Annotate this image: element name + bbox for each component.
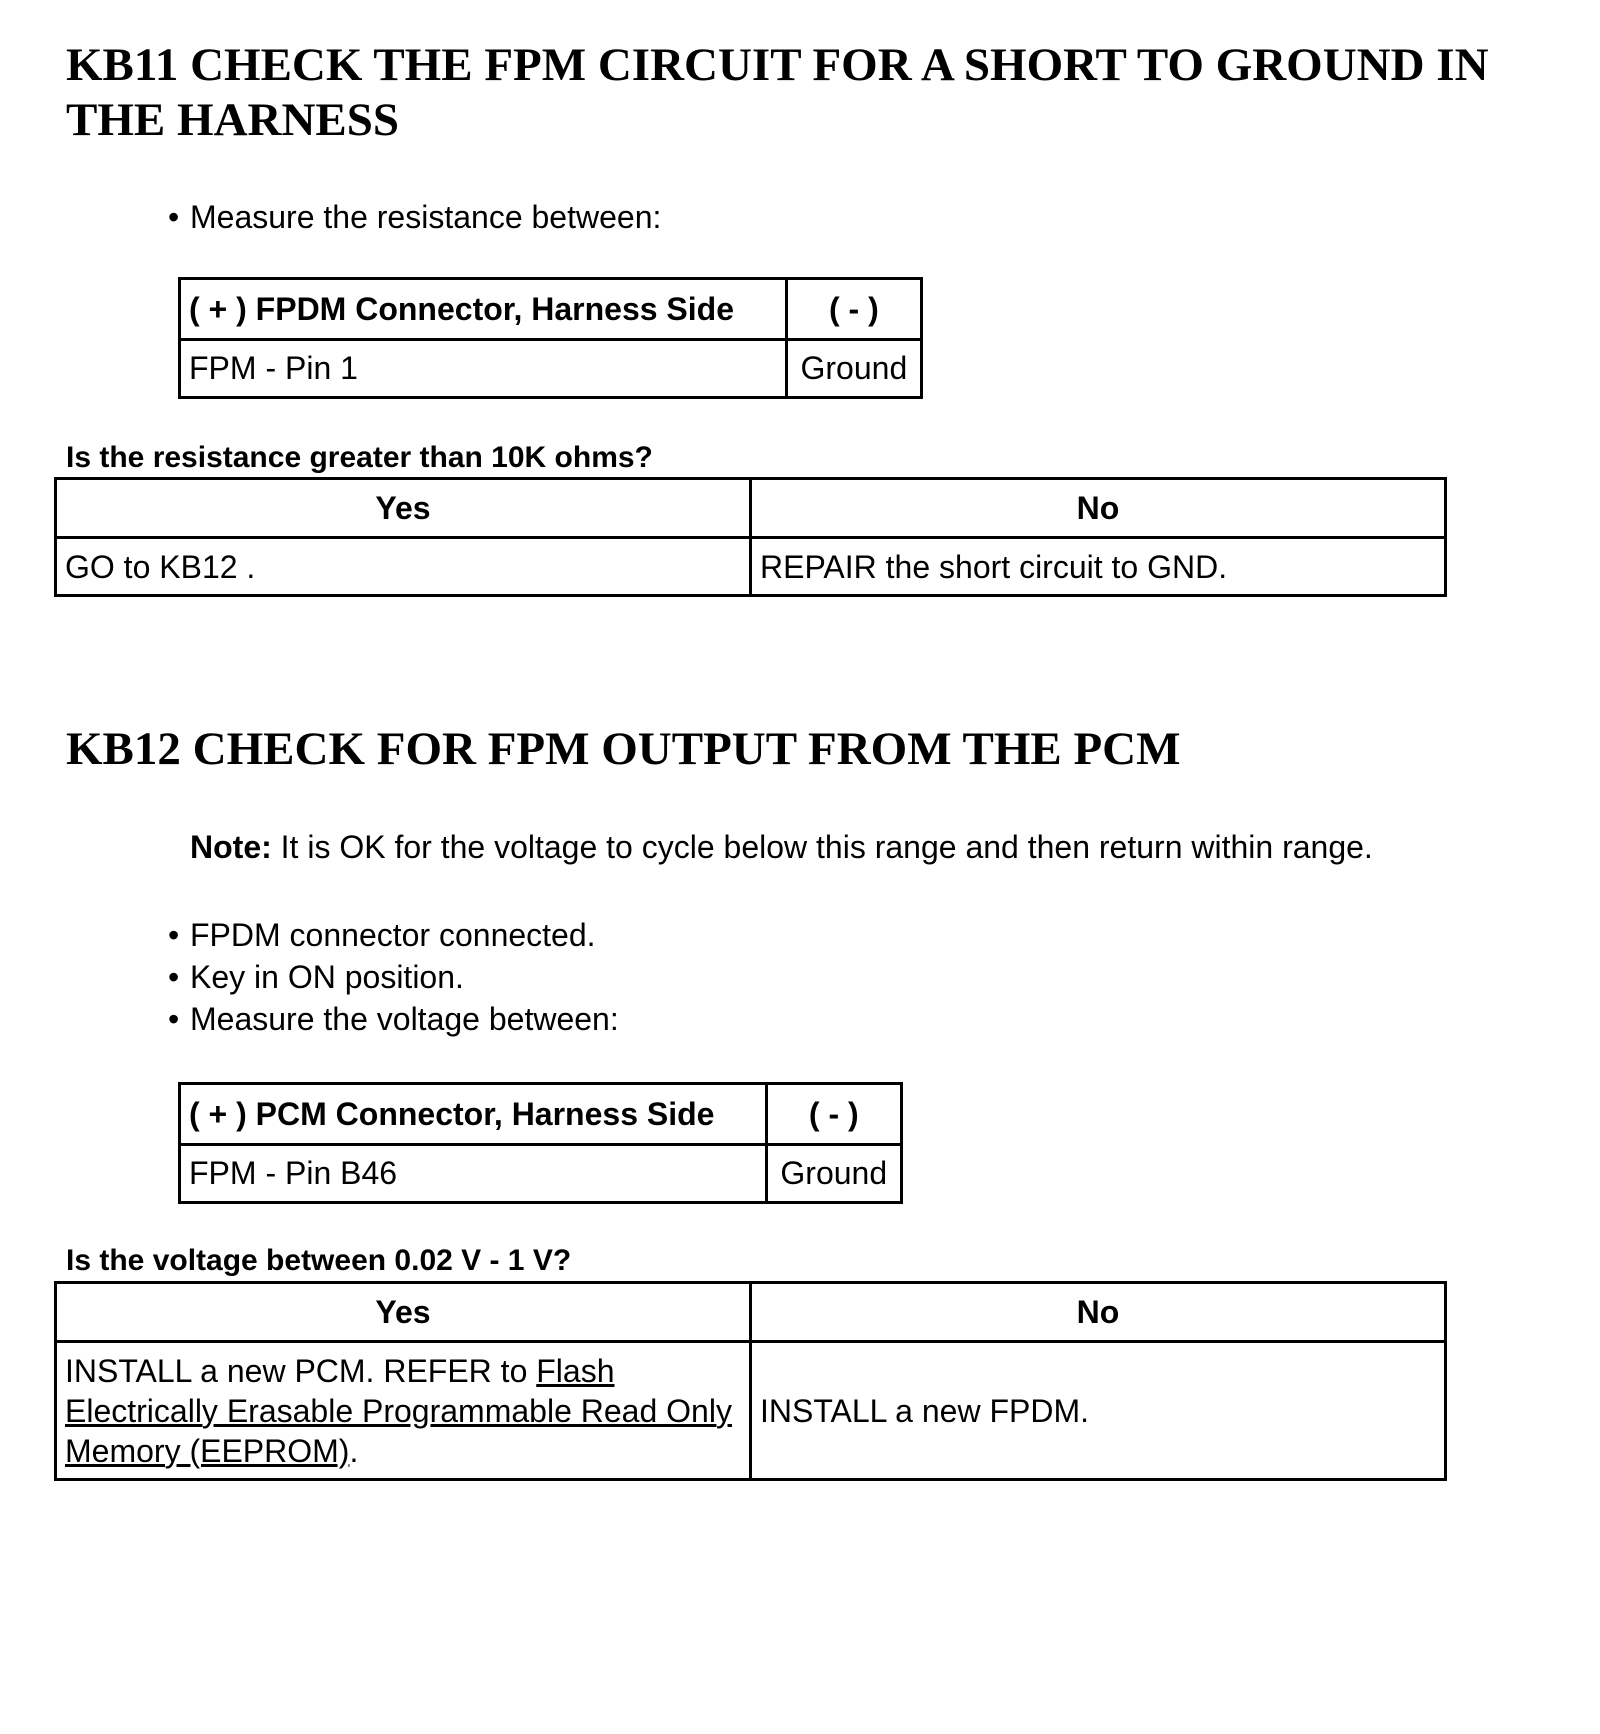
kb11-measure-table xyxy=(178,277,923,399)
eeprom-link[interactable]: Flash Electrically Erasable Programmable Read Only Memory (EEPROM) xyxy=(65,1352,732,1469)
no-action: INSTALL a new FPDM. xyxy=(751,1342,1446,1480)
note-label: Note: xyxy=(190,829,272,865)
kb11-question: Is the resistance greater than 10K ohms? xyxy=(66,441,653,474)
table-row xyxy=(56,538,1446,596)
no-header: No xyxy=(751,479,1446,538)
kb12-answer-table xyxy=(54,1281,1447,1481)
no-header: No xyxy=(751,1283,1446,1342)
table-cell: Ground xyxy=(766,1145,901,1203)
table-cell: FPM - Pin B46 xyxy=(180,1145,767,1203)
bullet-icon: • xyxy=(168,959,180,995)
yes-header: Yes xyxy=(56,1283,751,1342)
bullet-text: FPDM connector connected. xyxy=(190,917,596,953)
table-header: ( + ) FPDM Connector, Harness Side xyxy=(180,279,787,340)
table-header: ( - ) xyxy=(766,1084,901,1145)
table-header-row xyxy=(56,1283,1446,1342)
list-item xyxy=(168,196,661,238)
table-cell: FPM - Pin 1 xyxy=(180,340,787,398)
table-header: ( + ) PCM Connector, Harness Side xyxy=(180,1084,767,1145)
bullet-text: Measure the resistance between: xyxy=(190,199,662,235)
table-row xyxy=(180,1145,902,1203)
kb12-note xyxy=(190,826,1373,868)
table-row xyxy=(180,340,922,398)
list-item xyxy=(168,956,619,998)
kb11-title: KB11 CHECK THE FPM CIRCUIT FOR A SHORT TO GROUND IN THE HARNESS xyxy=(66,39,1489,146)
bullet-text: Key in ON position. xyxy=(190,959,464,995)
no-action: REPAIR the short circuit to GND. xyxy=(751,538,1446,596)
bullet-icon: • xyxy=(168,199,180,235)
yes-action-suffix: . xyxy=(349,1432,359,1469)
bullet-icon: • xyxy=(168,917,180,953)
table-cell: Ground xyxy=(786,340,921,398)
note-text: It is OK for the voltage to cycle below this range and then return within range. xyxy=(271,829,1373,865)
kb12-question: Is the voltage between 0.02 V - 1 V? xyxy=(66,1244,572,1277)
list-item xyxy=(168,914,619,956)
kb11-bullet-list xyxy=(168,196,661,238)
kb12-measure-table xyxy=(178,1082,903,1204)
kb11-answer-table xyxy=(54,477,1447,597)
table-header: ( - ) xyxy=(786,279,921,340)
table-row xyxy=(56,1342,1446,1480)
table-header-row xyxy=(56,479,1446,538)
yes-action xyxy=(56,1342,751,1480)
bullet-icon: • xyxy=(168,1001,180,1037)
kb12-bullet-list xyxy=(168,914,619,1040)
table-header-row xyxy=(180,1084,902,1145)
list-item xyxy=(168,998,619,1040)
yes-action: GO to KB12 . xyxy=(56,538,751,596)
yes-header: Yes xyxy=(56,479,751,538)
yes-action-prefix: INSTALL a new PCM. REFER to xyxy=(65,1352,537,1389)
bullet-text: Measure the voltage between: xyxy=(190,1001,619,1037)
kb12-title: KB12 CHECK FOR FPM OUTPUT FROM THE PCM xyxy=(66,723,1181,775)
table-header-row xyxy=(180,279,922,340)
